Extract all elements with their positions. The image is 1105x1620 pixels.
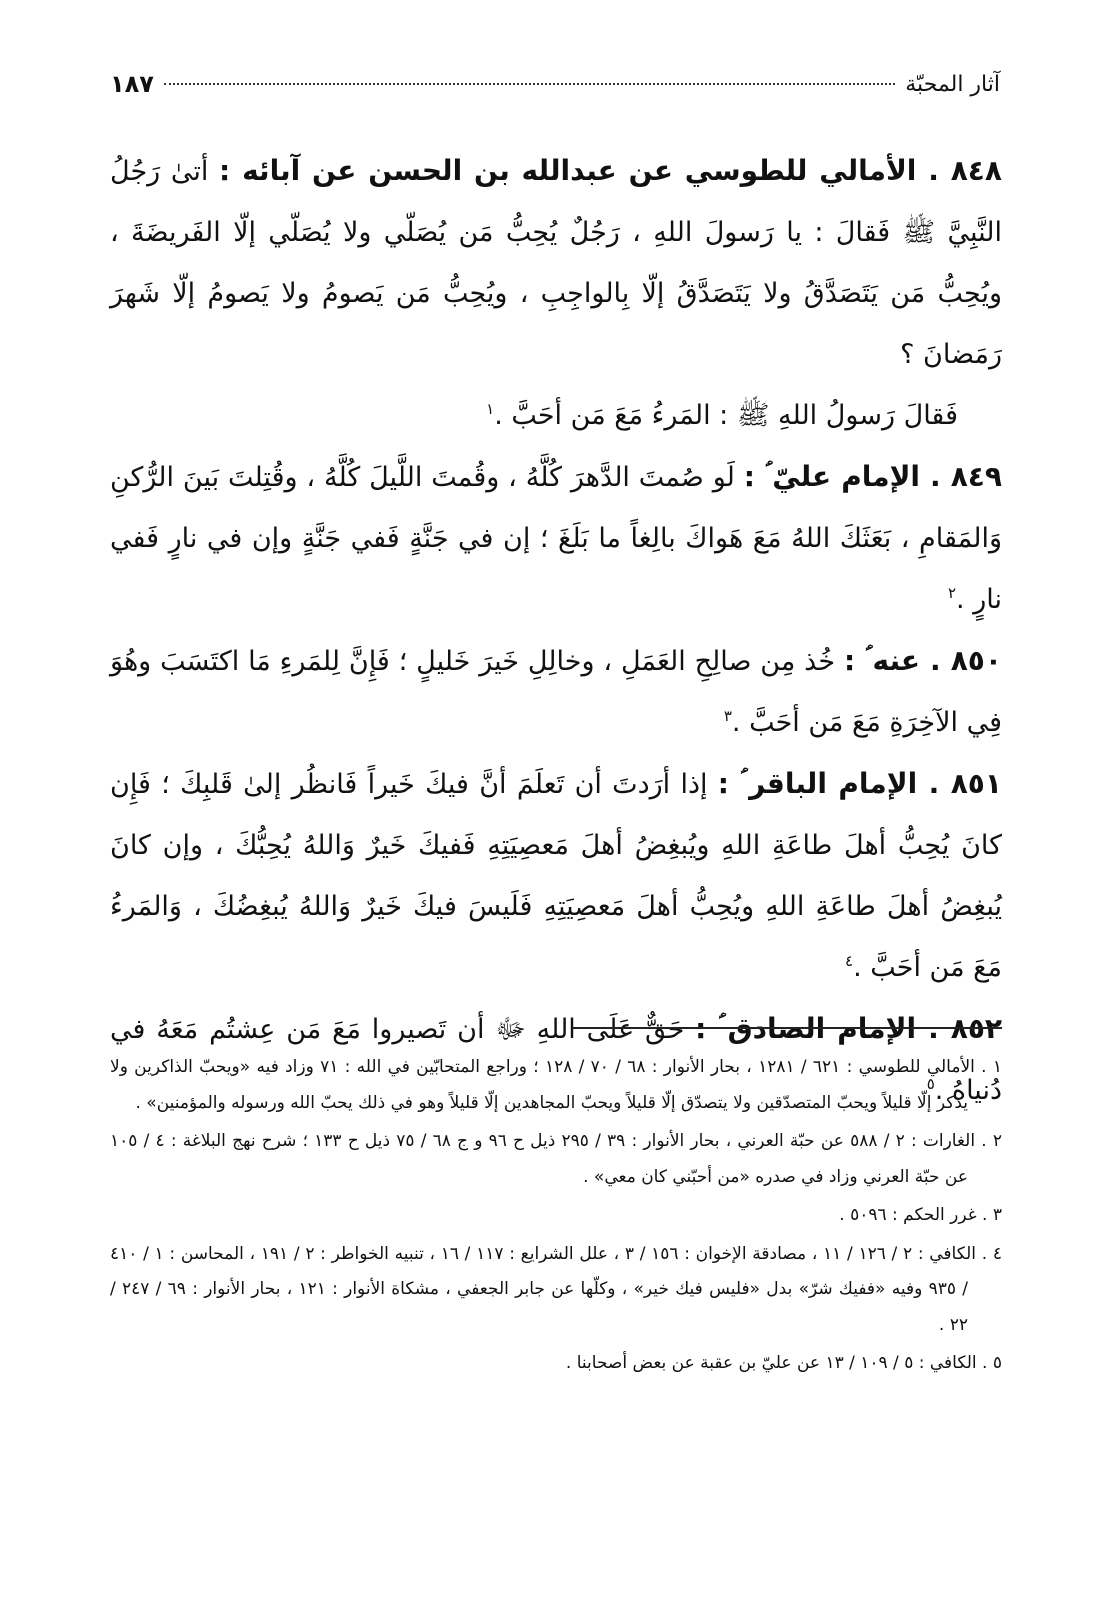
entry-heading: ٨٥١ . الإمام الباقر ؑ :: [717, 767, 1002, 800]
header-dot-leader: [164, 83, 895, 85]
footnote-ref[interactable]: ٢: [947, 584, 957, 602]
footnote-1: ١ . الأمالي للطوسي : ٦٢١ / ١٢٨١ ، بحار الأنوار : ٦٨ / ٧٠ / ١٢٨ ؛ وراجع المتحابّين في الله : ٧١ وزاد فيه «ويحبّ الذاكرين ولا يذكر إلّا قليلاً ويحبّ المتصدّقين ولا يتصدّق إلّا قليلاً ويحبّ المجاهدين إلّا قليلاً وهو في ذلك يحبّ الله ورسوله والمؤمنين» .: [110, 1057, 1002, 1113]
entry-text: خُذ مِن صالِحِ العَمَلِ ، وخالِلِ خَيرَ خَليلٍ ؛ فَإِنَّ لِلمَرءِ مَا اكتَسَبَ وهُوَ فِي الآخِرَةِ مَعَ مَن أحَبَّ .: [110, 646, 1002, 738]
footnote-ref[interactable]: ٣: [723, 707, 732, 725]
hadith-entry-850: [110, 630, 1002, 753]
footnote-ref[interactable]: ١: [486, 400, 495, 418]
entry-text: إذا أرَدتَ أن تَعلَمَ أنَّ فيكَ خَيراً فَانظُر إلىٰ قَلبِكَ ؛ فَإِن كانَ يُحِبُّ أهلَ طاعَةِ اللهِ ويُبغِضُ أهلَ مَعصِيَتِهِ فَفيكَ خَيرٌ وَاللهُ يُحِبُّكَ ، وإن كانَ يُبغِضُ أهلَ طاعَةِ اللهِ ويُحِبُّ أهلَ مَعصِيَتِهِ فَلَيسَ فيكَ خَيرٌ وَاللهُ يُبغِضُكَ ، وَالمَرءُ مَعَ مَن أحَبَّ .: [110, 769, 1002, 983]
page-number: ١٨٧: [110, 70, 154, 98]
footnote-4: ٤ . الكافي : ٢ / ١٢٦ / ١١ ، مصادقة الإخوان : ١٥٦ / ٣ ، علل الشرايع : ١١٧ / ١٦ ، تنبيه الخواطر : ٢ / ١٩١ ، المحاسن : ١ / ٤١٠ / ٩٣٥ وفيه «ففيك شرّ» بدل «فليس فيك خير» ، وكلّها عن جابر الجعفي ، مشكاة الأنوار : ١٢١ ، بحار الأنوار : ٦٩ / ٢٤٧ / ٢٢ .: [110, 1243, 1002, 1335]
hadith-entry-849: [110, 446, 1002, 630]
entry-heading: ٨٥٠ . عنه ؑ :: [843, 644, 1002, 677]
footnote-2: ٢ . الغارات : ٢ / ٥٨٨ عن حبّة العرني ، بحار الأنوار : ٣٩ / ٢٩٥ ذيل ح ٩٦ و ج ٦٨ / ٧٥ ذيل ح ١٣٣ ؛ شرح نهج البلاغة : ٤ / ١٠٥ عن حبّة العرني وزاد في صدره «من أحبّني كان معي» .: [110, 1131, 1002, 1187]
footnote-separator: [572, 1027, 1002, 1029]
hadith-entries: [110, 140, 1002, 1121]
entry-text: لَو صُمتَ الدَّهرَ كُلَّهُ ، وقُمتَ اللَّيلَ كُلَّهُ ، وقُتِلتَ بَينَ الرُّكنِ وَالمَقامِ ، بَعَثَكَ اللهُ مَعَ هَواكَ بالِغاً ما بَلَغَ ؛ إن في جَنَّةٍ فَفي جَنَّةٍ وإن في نارٍ فَفي نارٍ .: [110, 462, 1002, 615]
entry-text: فَقالَ رَسولُ اللهِ ﷺ : المَرءُ مَعَ مَن أحَبَّ .: [494, 400, 958, 431]
footnote-5: ٥ . الكافي : ٥ / ١٠٩ / ١٣ عن عليّ بن عقبة عن بعض أصحابنا .: [565, 1353, 1002, 1373]
footnotes: [110, 1050, 1002, 1385]
entry-heading: ٨٤٩ . الإمام عليّ ؑ :: [743, 460, 1002, 493]
chapter-title: آثار المحبّة: [905, 71, 1000, 97]
footnote-ref[interactable]: ٥: [926, 1075, 935, 1093]
entry-text: أتىٰ رَجُلُ النَّبِيَّ ﷺ فَقالَ : يا رَسولَ اللهِ ، رَجُلٌ يُحِبُّ مَن يُصَلّي ولا يُصَلّي إلّا الفَريضَةَ ، ويُحِبُّ مَن يَتَصَدَّقُ ولا يَتَصَدَّقُ إلّا بِالواجِبِ ، ويُحِبُّ مَن يَصومُ ولا يَصومُ إلّا شَهرَ رَمَضانَ ؟: [110, 156, 1002, 370]
running-header: [110, 62, 1000, 106]
entry-text: حَقٌّ عَلَى اللهِ ﷻ أن تَصيروا مَعَ مَن عِشتُم مَعَهُ في دُنياهُ .: [110, 1014, 1002, 1106]
entry-heading: ٨٥٢ . الإمام الصادق ؑ :: [695, 1012, 1003, 1045]
hadith-entry-848-reply: [110, 385, 1002, 446]
hadith-entry-851: [110, 753, 1002, 998]
footnote-3: ٣ . غرر الحكم : ٥٠٩٦ .: [839, 1205, 1002, 1225]
footnote-ref[interactable]: ٤: [845, 952, 854, 970]
entry-heading: ٨٤٨ . الأمالي للطوسي عن عبدالله بن الحسن عن آبائه :: [219, 154, 1002, 187]
hadith-entry-848: [110, 140, 1002, 385]
